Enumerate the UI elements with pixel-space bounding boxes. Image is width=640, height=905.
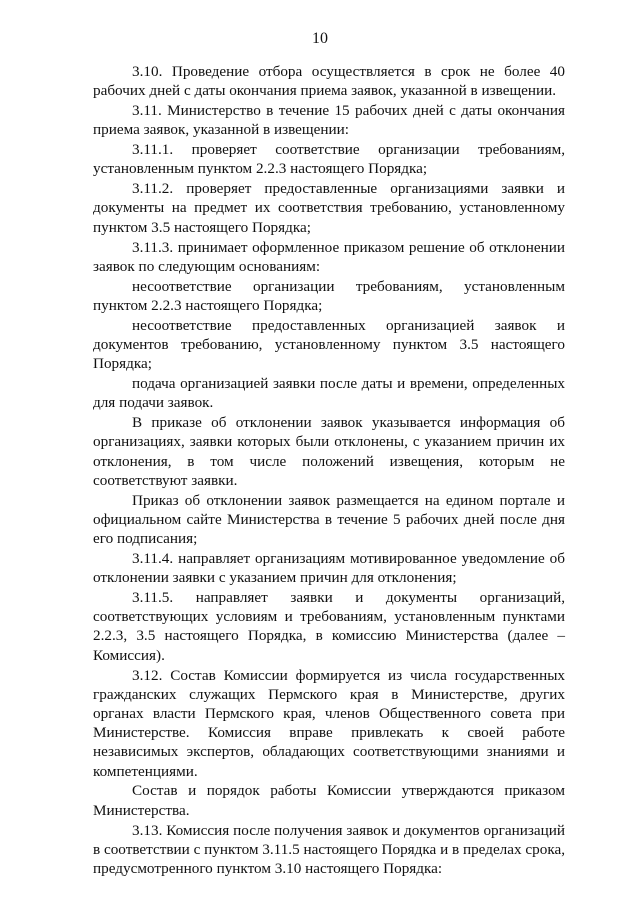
- paragraph-order-info: В приказе об отклонении заявок указывается информация об организациях, заявки которых были отклонены, с указанием причин их отклонения, в том числе положений извещения, которым не соответствуют заявки.: [93, 414, 565, 489]
- paragraph-3-12: 3.12. Состав Комиссии формируется из числа государственных гражданских служащих Пермского края в Министерстве, других органах власти Пермского края, членов Общественного совета при Министерстве. Комиссия вправе привлекать к своей работе независимых экспертов, обладающих соответствующими знаниями и компетенциями.: [93, 666, 565, 780]
- paragraph-order-publication: Приказ об отклонении заявок размещается на едином портале и официальном сайте Министерства в течение 5 рабочих дней после дня его подписания;: [93, 491, 565, 548]
- paragraph-3-11-2: 3.11.2. проверяет предоставленные организациями заявки и документы на предмет их соответствия требованию, установленному пунктом 3.5 настоящего Порядка;: [93, 180, 565, 236]
- paragraph-3-10: 3.10. Проведение отбора осуществляется в срок не более 40 рабочих дней с даты окончания приема заявок, указанной в извещении.: [93, 63, 565, 100]
- paragraph-3-11: 3.11. Министерство в течение 15 рабочих дней с даты окончания приема заявок, указанной в извещении:: [93, 102, 565, 139]
- page-number: 10: [312, 30, 328, 47]
- paragraph-3-11-3: 3.11.3. принимает оформленное приказом решение об отклонении заявок по следующим основаниям:: [93, 238, 565, 275]
- document-body: [93, 62, 565, 879]
- paragraph-ground-3: подача организацией заявки после даты и времени, определенных для подачи заявок.: [93, 375, 565, 412]
- paragraph-3-11-1: 3.11.1. проверяет соответствие организации требованиям, установленным пунктом 2.2.3 настоящего Порядка;: [93, 141, 565, 178]
- paragraph-ground-2: несоответствие предоставленных организацией заявок и документов требованию, установленному пунктом 3.5 настоящего Порядка;: [93, 316, 565, 373]
- paragraph-commission-composition: Состав и порядок работы Комиссии утверждаются приказом Министерства.: [93, 782, 565, 819]
- paragraph-ground-1: несоответствие организации требованиям, установленным пунктом 2.2.3 настоящего Порядка;: [93, 277, 565, 314]
- paragraph-3-11-4: 3.11.4. направляет организациям мотивированное уведомление об отклонении заявки с указанием причин для отклонения;: [93, 549, 565, 587]
- paragraph-3-13: 3.13. Комиссия после получения заявок и документов организаций в соответствии с пунктом 3.11.5 настоящего Порядка и в пределах срока, предусмотренного пунктом 3.10 настоящего Порядка:: [93, 821, 566, 877]
- paragraph-3-11-5: 3.11.5. направляет заявки и документы организаций, соответствующих условиям и требованиям, установленным пунктами 2.2.3, 3.5 настоящего Порядка, в комиссию Министерства (далее – Комиссия).: [93, 589, 565, 664]
